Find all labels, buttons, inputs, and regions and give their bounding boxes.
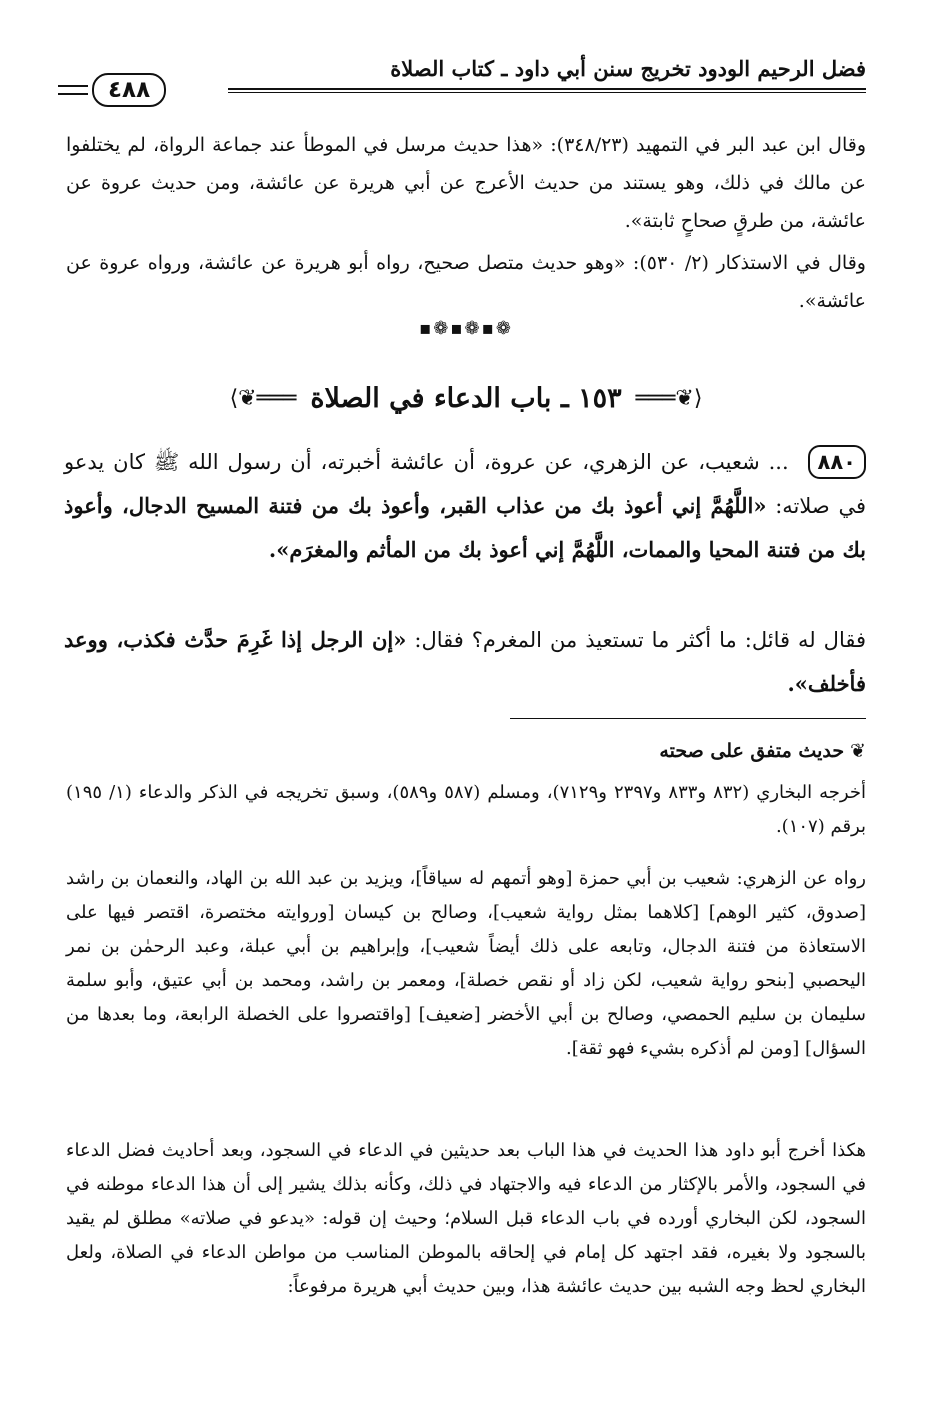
footnote-separator	[510, 718, 866, 719]
verdict-heading	[659, 740, 866, 762]
hadith-matn: «اللَّهُمَّ إني أعوذ بك من عذاب القبر، وأعوذ بك من فتنة المسيح الدجال، وأعوذ بك من فتنة المحيا والممات، اللَّهُمَّ إني أعوذ بك من المأثم والمغرَم».	[64, 493, 866, 562]
body-paragraph: وقال في الاستذكار (٢/ ٥٣٠): «وهو حديث متصل صحيح، رواه أبو هريرة عن عائشة، ورواه عروة عن عائشة».	[66, 252, 866, 312]
hadith-continuation	[64, 618, 866, 706]
hadith-isnad: ... شعيب، عن الزهري، عن عروة، أن عائشة أخبرته، أن رسول الله ﷺ كان يدعو في صلاته:	[64, 450, 866, 518]
section-divider-ornament: ❁▪❁▪❁▪	[419, 318, 513, 339]
page-number-frame	[58, 72, 228, 108]
leaf-bullet-icon: ❦	[850, 740, 866, 762]
hadith-text	[64, 440, 866, 572]
hadith-number: ٨٨٠	[808, 445, 866, 479]
chapter-heading	[200, 372, 732, 424]
chapter-title: ١٥٣ ـ باب الدعاء في الصلاة	[310, 382, 622, 414]
footnote-paragraph: رواه عن الزهري: شعيب بن أبي حمزة [وهو أتمهم له سياقاً]، ويزيد بن عبد الله بن الهاد، والنعمان بن راشد [صدوق، كثير الوهم] [كلاهما بمثل رواية شعيب]، وصالح بن كيسان [وروايته مختصرة، اقتصر فيها على الاستعاذة من فتنة الدجال، وتابعه على ذلك أيضاً شعيب]، وإبراهيم بن أبي عبلة، وعبد الرحمٰن بن نمر اليحصبي [بنحو رواية شعيب، لكن زاد أو نقص خصلة]، ومعمر بن راشد، ومحمد بن أبي عتيق، وأبو سلمة سليمان بن سليم الحمصي، وصالح بن أبي الأخضر [ضعيف] [واقتصروا على الخصلة الرابعة، وما بعدها من السؤال] [ومن لم أذكره بشيء فهو ثقة].	[66, 868, 866, 1059]
footnote-paragraph: هكذا أخرج أبو داود هذا الحديث في هذا الباب بعد حديثين في الدعاء في السجود، وبعد أحاديث فضل الدعاء في السجود، والأمر بالإكثار من الدعاء فيه والاجتهاد في ذلك، وكأنه بذلك يشير إلى أن هذا الدعاء موطنه في السجود، لكن البخاري أورده في باب الدعاء قبل السلام؛ وحيث إن قوله: «يدعو في صلاته» مطلق لم يقيد بالسجود ولا بغيره، فقد اجتهد كل إمام في إلحاقه بالموطن المناسب من مواطن الدعاء في الصلاة، ولعل البخاري لحظ وجه الشبه بين حديث عائشة هذا، وبين حديث أبي هريرة مرفوعاً:	[66, 1140, 866, 1297]
page-header	[64, 50, 866, 104]
page-number-ornament-line	[58, 85, 88, 95]
footnote-paragraph: أخرجه البخاري (٨٣٢ و٨٣٣ و٢٣٩٧ و٧١٢٩)، ومسلم (٥٨٧ و٥٨٩)، وسبق تخريجه في الذكر والدعاء (١/ ١٩٥) برقم (١٠٧).	[66, 782, 866, 837]
verdict-text: حديث متفق على صحته	[659, 740, 845, 762]
chapter-ornament-left-icon: ═══❦⟩	[229, 385, 297, 411]
body-paragraph: وقال ابن عبد البر في التمهيد (٣٤٨/٢٣): «هذا حديث مرسل في الموطأ عند جماعة الرواة، لم يختلفوا عن مالك في ذلك، وهو يستند من حديث الأعرج عن أبي هريرة عن عائشة، ومن حديث عروة عن عائشة، من طرقٍ صحاحٍ ثابتة».	[66, 134, 866, 232]
running-title: فضل الرحيم الودود تخريج سنن أبي داود ـ كتاب الصلاة	[390, 56, 866, 81]
chapter-ornament-right-icon: ⟨❦═══	[635, 385, 703, 411]
hadith-question: فقال له قائل: ما أكثر ما تستعيذ من المغرم؟ فقال:	[414, 628, 866, 652]
page-number: ٤٨٨	[92, 73, 166, 107]
hadith-answer: «إن الرجل إذا غَرِمَ حدَّث فكذب، ووعد فأخلف».	[64, 627, 866, 696]
